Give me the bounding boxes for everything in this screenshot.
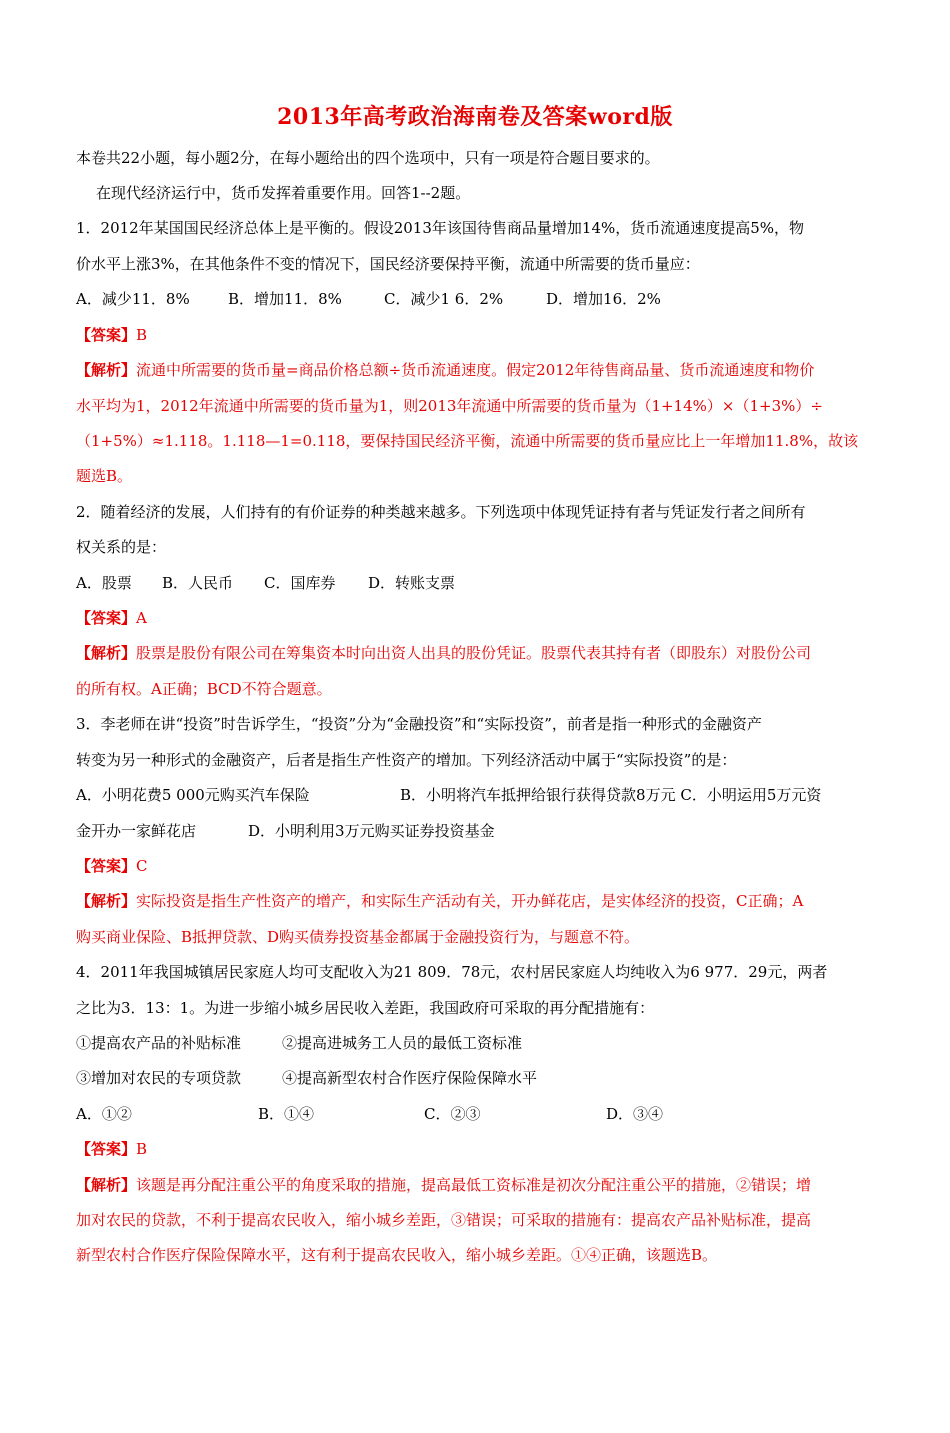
q1-analysis-line4: 题选B。 (76, 467, 133, 485)
q1-analysis-line1 (76, 360, 876, 380)
q4-answer-value: B (136, 1140, 148, 1158)
q4-items-row1 (76, 1033, 876, 1053)
q4-item-4: ④提高新型农村合作医疗保险保障水平 (282, 1069, 538, 1087)
analysis-label: 【解析】 (76, 1176, 137, 1194)
q3-option-d: D．小明利用3万元购买证券投资基金 (248, 822, 495, 840)
q4-option-a: A．①② (76, 1105, 132, 1123)
analysis-label: 【解析】 (76, 892, 137, 910)
q4-analysis-text: 该题是再分配注重公平的角度采取的措施，提高最低工资标准是初次分配注重公平的措施，②错误；增 (136, 1176, 812, 1194)
q2-stem-line2: 权关系的是： (76, 538, 167, 556)
q3-analysis-text: 实际投资是指生产性资产的增产，和实际生产活动有关，开办鲜花店，是实体经济的投资，C正确；A (136, 892, 804, 910)
q4-analysis-line3: 新型农村合作医疗保险保障水平，这有利于提高农民收入，缩小城乡差距。①④正确，该题选B。 (76, 1246, 718, 1264)
q2-options (76, 573, 876, 593)
q3-stem-line2: 转变为另一种形式的金融资产，后者是指生产性资产的增加。下列经济活动中属于“实际投资”的是： (76, 751, 737, 769)
q3-option-a: A．小明花费5 000元购买汽车保险 (76, 786, 310, 804)
answer-label: 【答案】 (76, 326, 137, 344)
q2-option-a: A．股票 (76, 574, 132, 592)
q1-option-d: D．增加16．2% (546, 290, 661, 308)
q1-analysis-text: 流通中所需要的货币量=商品价格总额÷货币流通速度。假定2012年待售商品量、货币流通速度和物价 (136, 361, 815, 379)
q2-option-b: B．人民币 (162, 574, 234, 592)
q2-option-c: C．国库券 (264, 574, 336, 592)
q4-option-c: C．②③ (424, 1105, 481, 1123)
q3-analysis-line1 (76, 891, 876, 911)
q2-analysis-line2: 的所有权。A正确；BCD不符合题意。 (76, 680, 332, 698)
q1-option-c: C．减少1 6．2% (384, 290, 504, 308)
q4-item-1: ①提高农产品的补贴标准 (76, 1034, 242, 1052)
q3-option-b-c: B．小明将汽车抵押给银行获得贷款8万元 C．小明运用5万元资 (400, 786, 822, 804)
q2-stem-line1: 2．随着经济的发展，人们持有的有价证券的种类越来越多。下列选项中体现凭证持有者与凭证发行者之间所有 (76, 503, 806, 521)
q1-answer-value: B (136, 326, 148, 344)
q2-analysis-text: 股票是股份有限公司在筹集资本时向出资人出具的股份凭证。股票代表其持有者（即股东）对股份公司 (136, 644, 812, 662)
q3-stem-line1: 3．李老师在讲“投资”时告诉学生，“投资”分为“金融投资”和“实际投资”，前者是指一种形式的金融资产 (76, 715, 762, 733)
answer-label: 【答案】 (76, 609, 137, 627)
q2-option-d: D．转账支票 (368, 574, 456, 592)
q3-answer-value: C (136, 857, 148, 875)
q1-options (76, 289, 876, 309)
q4-stem-line2: 之比为3．13：1。为进一步缩小城乡居民收入差距，我国政府可采取的再分配措施有： (76, 999, 655, 1017)
q2-answer (76, 608, 876, 628)
q4-option-b: B．①④ (258, 1105, 315, 1123)
answer-label: 【答案】 (76, 1140, 137, 1158)
q1-answer (76, 325, 876, 345)
q1-stem-line1: 1．2012年某国国民经济总体上是平衡的。假设2013年该国待售商品量增加14%，货币流通速度提高5%，物 (76, 219, 805, 237)
q1-analysis-line2: 水平均为1，2012年流通中所需要的货币量为1，则2013年流通中所需要的货币量为（1+14%）×（1+3%）÷ (76, 397, 823, 415)
answer-label: 【答案】 (76, 857, 137, 875)
q1-analysis-line3: （1+5%）≈1.118。1.118—1=0.118，要保持国民经济平衡，流通中所需要的货币量应比上一年增加11.8%，故该 (76, 432, 859, 450)
context-text: 在现代经济运行中，货币发挥着重要作用。回答1--2题。 (96, 184, 471, 202)
q2-answer-value: A (136, 609, 147, 627)
q1-option-a: A．减少11．8% (76, 290, 190, 308)
q4-answer (76, 1139, 876, 1159)
q3-options-row2 (76, 821, 876, 841)
q4-items-row2 (76, 1068, 876, 1088)
analysis-label: 【解析】 (76, 644, 137, 662)
q4-analysis-line2: 加对农民的贷款，不利于提高农民收入，缩小城乡差距，③错误；可采取的措施有：提高农产品补贴标准，提高 (76, 1211, 812, 1229)
q4-item-2: ②提高进城务工人员的最低工资标准 (282, 1034, 523, 1052)
q3-answer (76, 856, 876, 876)
q4-analysis-line1 (76, 1175, 876, 1195)
intro-text: 本卷共22小题，每小题2分，在每小题给出的四个选项中，只有一项是符合题目要求的。 (76, 149, 660, 167)
q4-options (76, 1104, 876, 1124)
analysis-label: 【解析】 (76, 361, 137, 379)
q1-stem-line2: 价水平上涨3%，在其他条件不变的情况下，国民经济要保持平衡，流通中所需要的货币量应： (76, 255, 700, 273)
q3-options-row1 (76, 785, 876, 805)
q2-analysis-line1 (76, 643, 876, 663)
page-title: 2013年高考政治海南卷及答案word版 (277, 104, 673, 130)
q4-stem-line1: 4．2011年我国城镇居民家庭人均可支配收入为21 809．78元，农村居民家庭人均纯收入为6 977．29元，两者 (76, 963, 828, 981)
q3-analysis-line2: 购买商业保险、B抵押贷款、D购买债券投资基金都属于金融投资行为，与题意不符。 (76, 928, 640, 946)
q3-option-c-cont: 金开办一家鲜花店 (76, 822, 197, 840)
q1-option-b: B．增加11．8% (228, 290, 342, 308)
q4-option-d: D．③④ (606, 1105, 664, 1123)
q4-item-3: ③增加对农民的专项贷款 (76, 1069, 242, 1087)
